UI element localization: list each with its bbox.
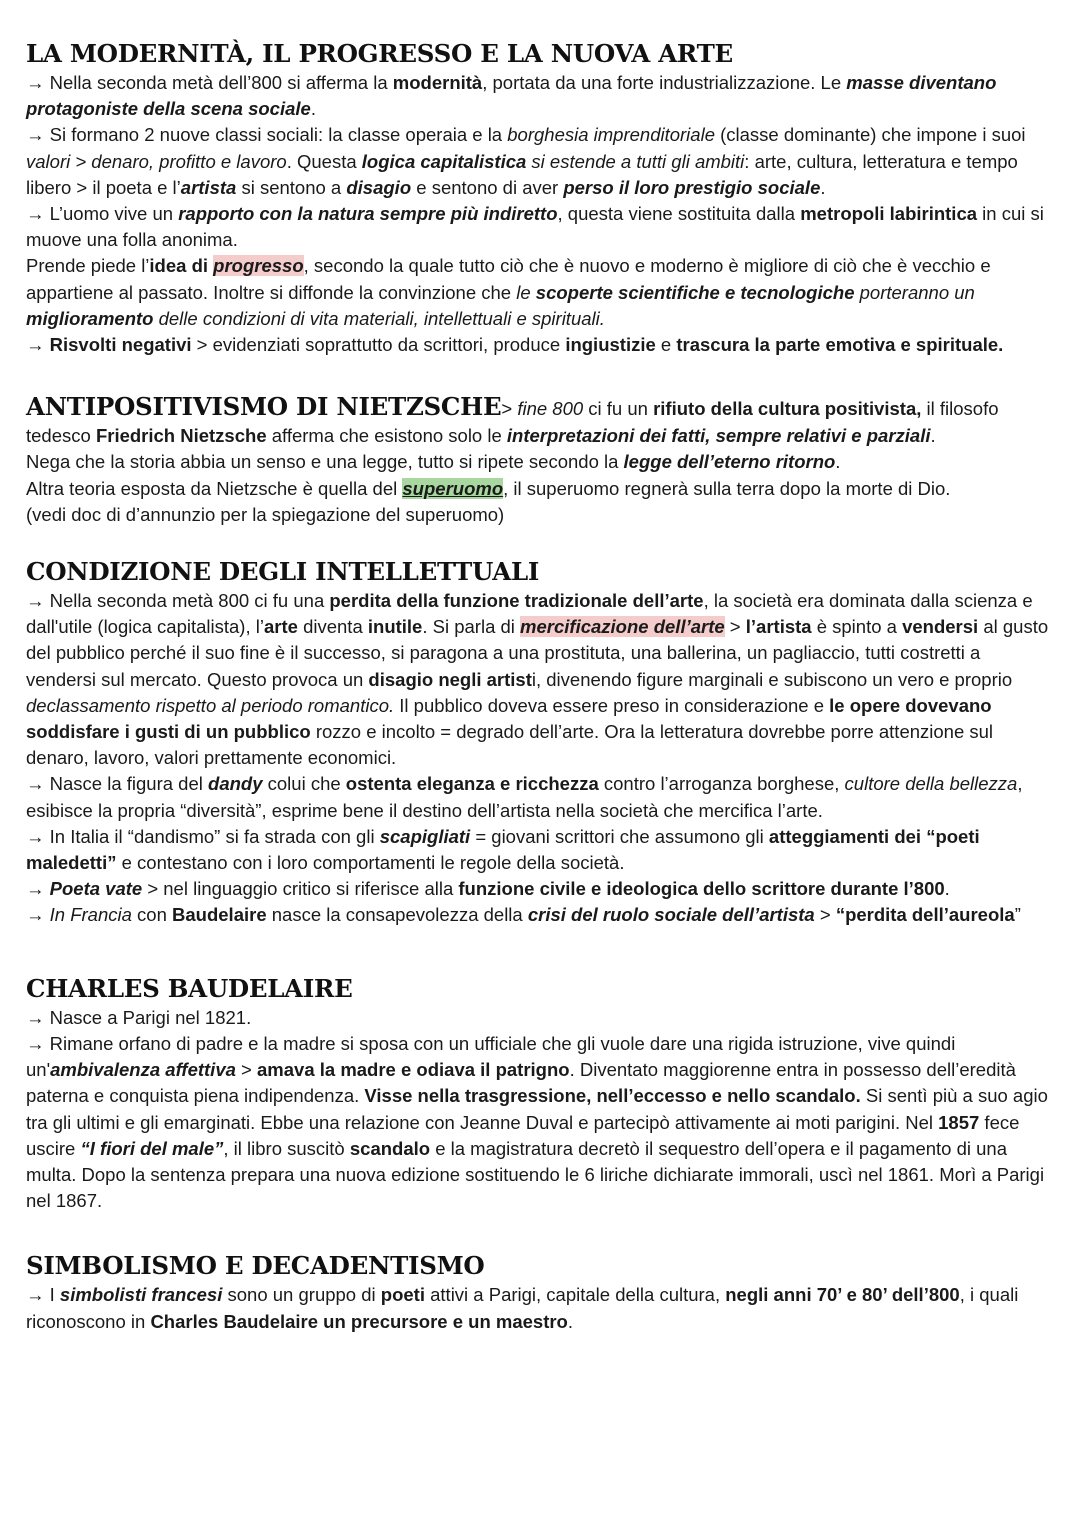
text-run-bold: “perdita dell’aureola [835, 904, 1015, 926]
text-run-bold-italic: artista [180, 176, 237, 198]
text-run: sono un gruppo di [222, 1284, 381, 1306]
text-run-bold: Charles Baudelaire un precursore e un maestro [150, 1310, 568, 1332]
section-title: CONDIZIONE DEGLI INTELLETTUALI [26, 557, 540, 587]
text-run-bold: arte [263, 616, 298, 638]
section-body [26, 1005, 1054, 1215]
text-run-bold-italic: legge dell’eterno ritorno [623, 451, 836, 473]
text-run-bold: 1857 [938, 1111, 980, 1133]
text-run-bold: ostenta eleganza e ricchezza [345, 773, 599, 795]
text-run-italic: porteranno un [854, 281, 975, 303]
text-run-bold-italic: scapigliati [379, 825, 471, 847]
text-run-bold: funzione civile e ideologica dello scrittore durante l’800 [458, 878, 945, 900]
text-run-italic: declassamento rispetto al periodo romantico. [26, 694, 395, 716]
text-run: > [501, 398, 518, 420]
text-run: ci fu un [583, 398, 654, 420]
text-run: → In Italia il “dandismo” si fa strada con gli [26, 825, 380, 847]
text-run: → [26, 904, 50, 926]
section-intellettuali [26, 556, 1054, 929]
text-run: Si sentì più a suo agio tra gli ultimi e gli emarginati. Ebbe una relazione con Jeanne Duval e partecipò attivamente ai moti parigini. Nel [26, 1085, 1048, 1133]
section-title: ANTIPOSITIVISMO DI NIETZSCHE [26, 392, 502, 422]
section-simbolismo [26, 1250, 1054, 1334]
text-run: , la società era dominata dalla scienza e dall'utile (logica capitalista), l’ [26, 590, 1033, 638]
text-run: > nel linguaggio critico si riferisce alla [142, 878, 459, 900]
text-run: Il pubblico doveva essere preso in considerazione e [394, 694, 830, 716]
text-run: → [26, 334, 50, 356]
text-run-italic: delle condizioni di vita materiali, intellettuali e spirituali. [153, 307, 605, 329]
text-run-bold: Visse nella trasgressione, nell’eccesso e nello scandalo. [364, 1085, 861, 1107]
text-run: → Nasce a Parigi nel 1821. [26, 1006, 252, 1028]
text-run-bold: l’artista [745, 616, 812, 638]
text-run-bold: poeti [380, 1284, 425, 1306]
text-run: Altra teoria esposta da Nietzsche è quella del [26, 477, 403, 499]
text-run-italic: borghesia imprenditoriale [507, 124, 715, 146]
text-run-italic: In Francia [49, 904, 132, 926]
text-run-bold: negli anni 70’ e 80’ dell’800 [725, 1284, 960, 1306]
text-run: rozzo e incolto = degrado dell’arte. Ora la letteratura dovrebbe porre attenzione sul denaro, lavoro, valori prettamente economici. [26, 721, 994, 769]
text-run: → [26, 878, 50, 900]
text-run: . Si parla di [422, 616, 521, 638]
text-run-italic: si estende a tutti gli ambiti [526, 150, 745, 172]
text-run: . [567, 1310, 574, 1332]
text-run-bold-italic: perso il loro prestigio sociale [563, 176, 821, 198]
text-run: > [724, 616, 746, 638]
text-run-bold-italic: crisi del ruolo sociale dell’artista [527, 904, 815, 926]
text-run-bold: Risvolti negativi [49, 334, 192, 356]
text-run: , il superuomo regnerà sulla terra dopo la morte di Dio. [503, 477, 951, 499]
section-body [26, 391, 1054, 528]
text-run-bold: le opere dovevano soddisfare i gusti di un pubblico [26, 694, 992, 743]
text-run: → Si formano 2 nuove classi sociali: la classe operaia e la [26, 124, 508, 146]
text-run: . Diventato maggiorenne entra in possesso dell’eredità paterna e conquista piena indipendenza. [26, 1059, 1016, 1107]
text-run-bold: vendersi [902, 616, 979, 638]
section-body [26, 588, 1054, 929]
text-run: e la magistratura decretò il sequestro dell’opera e il pagamento di una multa. Dopo la sentenza prepara una nuova edizione sostituendo le 6 liriche dichiarate immorali, uscì nel 1861. Morì a Parigi nel 1867. [26, 1137, 1045, 1212]
text-run: (vedi doc di d’annunzio per la spiegazione del superuomo) [26, 503, 505, 525]
text-run: Nega che la storia abbia un senso e una legge, tutto si ripete secondo la [26, 451, 624, 473]
highlight-mercificazione: mercificazione dell’arte [520, 616, 725, 638]
text-run-bold: scandalo [349, 1137, 431, 1159]
text-run: il filosofo tedesco [26, 398, 999, 447]
section-modernita [26, 38, 1054, 358]
text-run: colui che [262, 773, 346, 795]
text-run: afferma che esistono solo le [266, 425, 507, 447]
text-run: → Rimane orfano di padre e la madre si sposa con un ufficiale che gli vuole dare una rigida istruzione, vive quindi un' [26, 1032, 956, 1081]
text-run-bold-italic: “I fiori del male” [80, 1137, 224, 1159]
text-run: : arte, cultura, letteratura e tempo libero > il poeta e l’ [26, 150, 1018, 198]
text-run: contro l’arroganza borghese, [598, 773, 845, 795]
text-run: > evidenziati soprattutto da scrittori, produce [191, 334, 566, 356]
text-run: diventa [297, 616, 368, 638]
text-run-bold: amava la madre e odiava il patrigno [257, 1059, 570, 1081]
text-run-bold-italic: Poeta vate [49, 878, 143, 900]
text-run: , il libro suscitò [223, 1137, 350, 1159]
text-run: . [944, 878, 950, 900]
text-run: (classe dominante) che impone i suoi [714, 124, 1026, 146]
text-run: . [310, 98, 316, 120]
section-title: LA MODERNITÀ, IL PROGRESSO E LA NUOVA ARTE [26, 39, 733, 68]
text-run-bold-italic: logica capitalistica [361, 150, 527, 172]
text-run: , questa viene sostituita dalla [557, 203, 801, 225]
text-run: > [814, 904, 836, 926]
text-run-bold-italic: rapporto con la natura sempre più indiretto [178, 203, 558, 225]
text-run-bold: perdita della funzione tradizionale dell’arte [329, 590, 704, 612]
text-run-bold-italic: miglioramento [26, 307, 154, 329]
text-run-bold-italic: disagio [346, 176, 412, 198]
text-run: → Nella seconda metà 800 ci fu una [26, 590, 330, 612]
text-run: . [835, 451, 841, 473]
section-title: CHARLES BAUDELAIRE [26, 973, 353, 1003]
text-run: con [131, 904, 173, 926]
text-run: nasce la consapevolezza della [266, 904, 528, 926]
section-title: SIMBOLISMO E DECADENTISMO [26, 1251, 485, 1281]
text-run: si sentono a [236, 176, 347, 198]
text-run-bold: ingiustizie [565, 334, 656, 356]
text-run-italic: valori > denaro, profitto e lavoro [26, 150, 287, 172]
text-run-bold: disagio negli artist [368, 668, 532, 690]
text-run: = giovani scrittori che assumono gli [470, 825, 769, 847]
text-run: Prende piede l’ [26, 255, 150, 277]
text-run-bold: rifiuto della cultura positivista, [653, 398, 922, 420]
text-run: e contestano con i loro comportamenti le regole della società. [116, 852, 625, 874]
text-run-bold-italic: interpretazioni dei fatti, sempre relativi e parziali [506, 425, 931, 447]
text-run: e [655, 334, 677, 356]
text-run: i, divenendo figure marginali e subiscono un vero e proprio [531, 668, 1013, 690]
section-body [26, 1282, 1054, 1334]
text-run: → L’uomo vive un [26, 203, 179, 225]
text-run: , secondo la quale tutto ciò che è nuovo e moderno è migliore di ciò che è vecchio e appartiene al passato. Inoltre si diffonde la convinzione che [26, 255, 991, 303]
text-run: ” [1014, 904, 1021, 926]
text-run-bold: atteggiamenti dei “poeti maledetti” [26, 825, 980, 874]
text-run-bold: Friedrich Nietzsche [95, 425, 267, 447]
text-run: . [820, 176, 826, 198]
text-run-bold: metropoli labirintica [800, 203, 978, 225]
highlight-superuomo: superuomo [402, 477, 504, 499]
text-run: al gusto del pubblico perché il suo fine è il successo, si paragona a una prostituta, una ballerina, un pagliaccio, tutti costretti a vendersi sul mercato. Questo provoca un [26, 616, 1049, 690]
text-run-bold-italic: ambivalenza affettiva [50, 1059, 236, 1081]
text-run-italic: le [516, 281, 536, 303]
text-run: e sentono di aver [411, 176, 564, 198]
text-run: è spinto a [811, 616, 903, 638]
text-run: , esibisce la propria “diversità”, esprime bene il destino dell’artista nella società che mercifica l’arte. [26, 773, 1023, 821]
text-run: → Nella seconda metà dell’800 si afferma la [26, 72, 393, 93]
text-run-italic: cultore della bellezza [844, 773, 1018, 795]
text-run-bold-italic: dandy [208, 773, 263, 795]
highlight-progresso: progresso [213, 255, 304, 277]
text-run: , portata da una forte industrializzazione. Le [482, 72, 847, 93]
text-run-bold: trascura la parte emotiva e spirituale. [676, 334, 1004, 356]
text-run-bold-italic: scoperte scientifiche e tecnologiche [535, 281, 855, 303]
text-run-bold: Baudelaire [172, 904, 267, 926]
section-baudelaire [26, 973, 1054, 1215]
text-run-bold-italic: masse diventano protagoniste della scena sociale [26, 72, 997, 120]
text-run-bold-italic: simbolisti francesi [59, 1284, 223, 1306]
text-run-bold: inutile [367, 616, 423, 638]
text-run: > [235, 1059, 257, 1081]
section-body [26, 70, 1054, 358]
text-run: , i quali riconoscono in [26, 1284, 1019, 1332]
text-run: → Nasce la figura del [26, 773, 209, 795]
text-run: → I [26, 1284, 60, 1306]
text-run: in cui si muove una folla anonima. [26, 203, 1044, 251]
text-run: . [930, 425, 936, 447]
text-run: . Questa [286, 150, 362, 172]
text-run: attivi a Parigi, capitale della cultura, [424, 1284, 726, 1306]
text-run-bold: idea di [149, 255, 214, 277]
section-nietzsche [26, 391, 1054, 528]
text-run-italic: fine 800 [517, 398, 584, 420]
text-run-bold: modernità [392, 72, 483, 93]
text-run: fece uscire [26, 1111, 1020, 1159]
